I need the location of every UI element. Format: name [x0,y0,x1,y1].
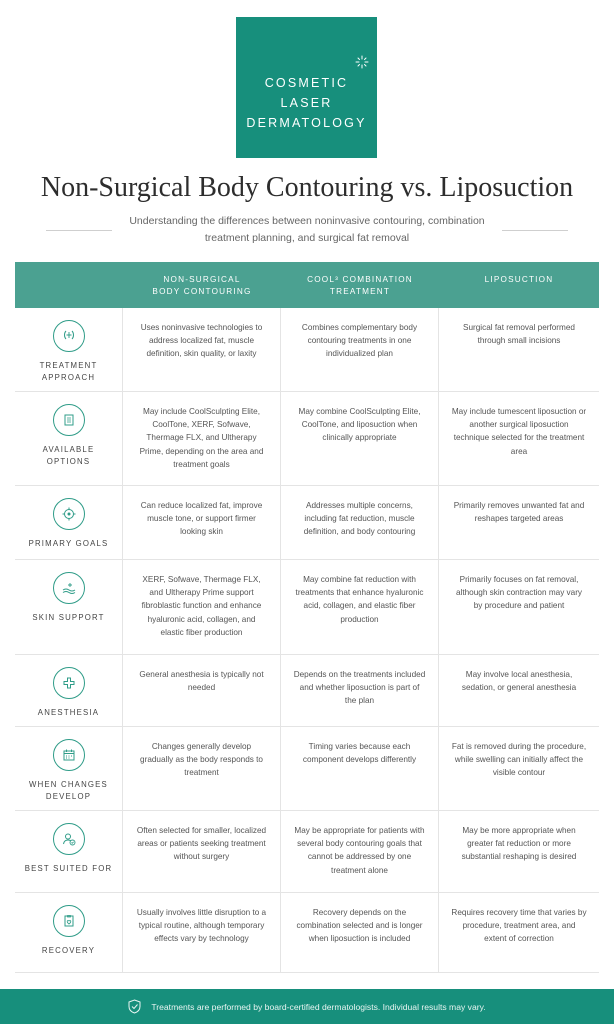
row-label: TREATMENT APPROACH [39,361,98,382]
row-cell-non-surgical: Often selected for smaller, localized areas or patients seeking treatment without surgery [123,811,281,892]
row-cell-non-surgical: General anesthesia is typically not needed [123,655,281,726]
row-cell-liposuction: May involve local anesthesia, sedation, or general anesthesia [461,670,577,693]
table-row-best-suited-for [15,811,599,893]
table-row-treatment-approach [15,308,599,392]
skin-wave-icon [53,572,85,604]
brand-logo [236,17,377,158]
row-cell-non-surgical: Changes generally develop gradually as the body responds to treatment [123,727,281,810]
header-non-surgical: NON-SURGICAL BODY CONTOURING [152,275,252,296]
row-cell-liposuction: Fat is removed during the procedure, while swelling can initially affect the visible contour [451,742,587,778]
row-cell-non-surgical: Uses noninvasive technologies to address localized fat, muscle definition, skin quality, or laxity [123,308,281,391]
row-label-cell [15,655,123,726]
row-label: SKIN SUPPORT [32,613,105,622]
divider-left [46,230,112,231]
row-cell-non-surgical: Can reduce localized fat, improve muscle tone, or support firmer looking skin [123,486,281,559]
row-label-cell [15,811,123,892]
table-row-recovery [15,893,599,973]
row-cell-non-surgical: Usually involves little disruption to a typical routine, although temporary effects vary by technology [123,893,281,972]
clipboard-heart-icon [53,905,85,937]
shield-check-icon [128,999,141,1014]
row-label: RECOVERY [41,946,96,955]
footer-text: Treatments are performed by board-certified dermatologists. Individual results may vary. [151,1001,486,1012]
user-check-icon [53,823,85,855]
sparkle-bracket-icon [53,320,85,352]
row-cell-combination: May combine fat reduction with treatments that enhance hyaluronic acid, collagen, and elastic fiber production [281,560,439,654]
row-label-cell [15,893,123,972]
table-header [15,262,599,308]
row-cell-combination: Timing varies because each component develops differently [281,727,439,810]
row-cell-non-surgical: May include CoolSculpting Elite, CoolTone, XERF, Sofwave, Thermage FLX, and Ultherapy Prime, depending on the area and treatment goals [123,392,281,485]
page-title: Non-Surgical Body Contouring vs. Liposuction [40,172,574,203]
row-label-cell [15,486,123,559]
row-label-cell [15,392,123,485]
row-label-cell [15,308,123,391]
row-cell-liposuction: May include tumescent liposuction or another surgical liposuction technique selected for the treatment area [451,407,587,456]
sparkle-icon [355,55,369,69]
logo-line-3: DERMATOLOGY [246,116,367,130]
row-cell-combination: Recovery depends on the combination selected and is longer when liposuction is included [281,893,439,972]
row-cell-non-surgical: XERF, Sofwave, Thermage FLX, and Ultherapy Prime support fibroblastic function and enhance hyaluronic acid, collagen, and elastic fiber production [123,560,281,654]
target-icon [53,498,85,530]
header-spacer [15,262,123,308]
calendar-icon [53,739,85,771]
row-cell-combination: Addresses multiple concerns, including fat reduction, muscle definition, and body contouring [281,486,439,559]
row-label: BEST SUITED FOR [24,864,113,873]
header-liposuction: LIPOSUCTION [484,275,554,284]
clipboard-list-icon [53,404,85,436]
table-row-anesthesia [15,655,599,727]
row-cell-liposuction: Primarily removes unwanted fat and reshapes targeted areas [453,501,585,524]
row-cell-liposuction: Requires recovery time that varies by procedure, treatment area, and extent of correction [451,908,587,944]
row-cell-combination: Depends on the treatments included and whether liposuction is part of the plan [281,655,439,726]
comparison-table [15,262,599,973]
row-label: PRIMARY GOALS [28,539,109,548]
row-cell-combination: Combines complementary body contouring treatments in one individualized plan [281,308,439,391]
divider-right [502,230,568,231]
row-cell-liposuction: Primarily focuses on fat removal, although skin contraction may vary by procedure and patient [455,575,583,611]
row-label: AVAILABLE OPTIONS [42,445,95,466]
row-label: WHEN CHANGES DEVELOP [29,780,108,801]
logo-line-2: LASER [280,96,333,110]
logo-line-1: COSMETIC [264,76,349,90]
table-row-when-changes-develop [15,727,599,811]
row-cell-liposuction: Surgical fat removal performed through small incisions [463,323,575,346]
subtitle-block [0,213,614,247]
row-cell-combination: May be appropriate for patients with several body contouring goals that cannot be addressed by one treatment alone [281,811,439,892]
medical-cross-icon [53,667,85,699]
table-row-available-options [15,392,599,486]
table-row-skin-support [15,560,599,655]
table-row-primary-goals [15,486,599,560]
page-subtitle: Understanding the differences between noninvasive contouring, combination treatment planning, and surgical fat removal [129,215,485,244]
row-label: ANESTHESIA [37,708,100,717]
row-label-cell [15,727,123,810]
row-cell-combination: May combine CoolSculpting Elite, CoolTone, and liposuction when clinically appropriate [281,392,439,485]
row-label-cell [15,560,123,654]
header-combination: COOL³ COMBINATION TREATMENT [307,275,413,296]
footer-bar [0,989,614,1024]
row-cell-liposuction: May be more appropriate when greater fat reduction or more substantial reshaping is desired [461,826,577,862]
